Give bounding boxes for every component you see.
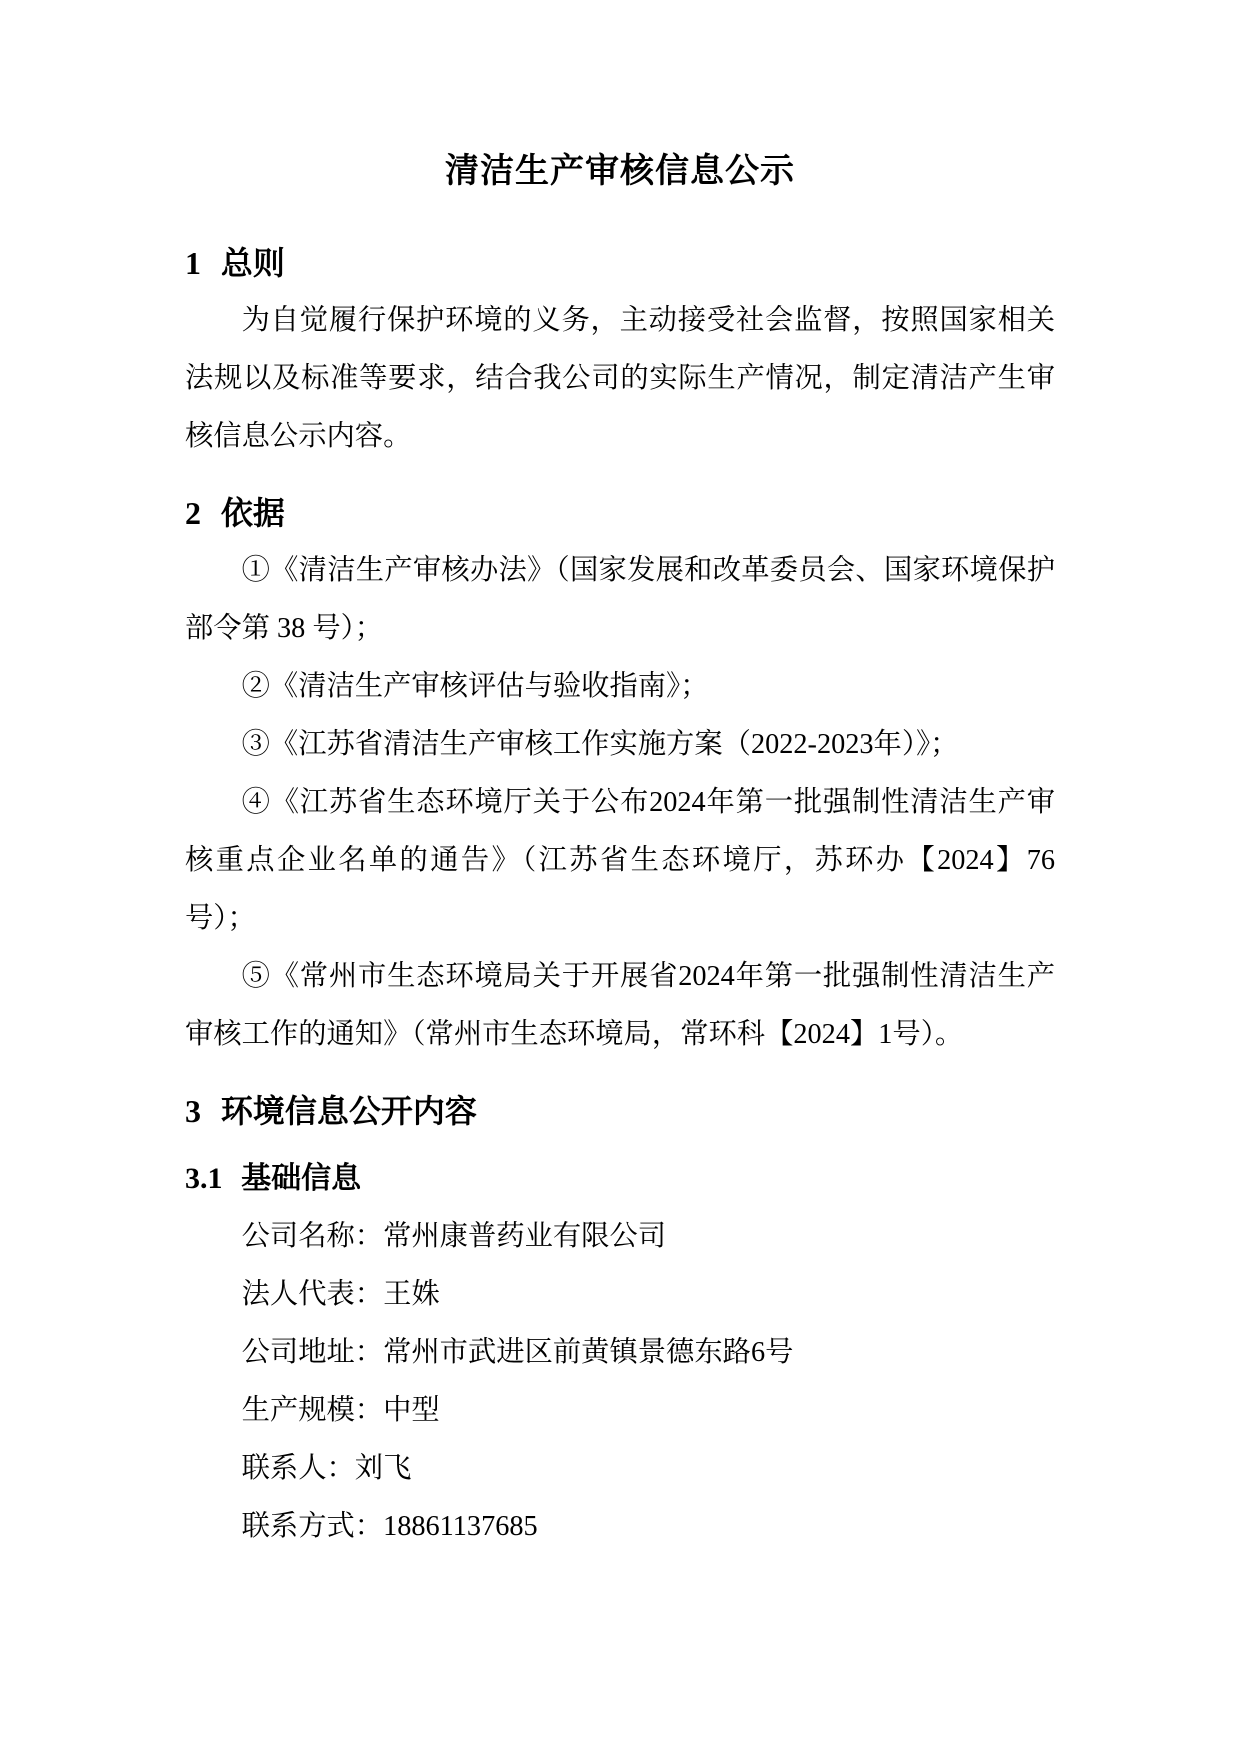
info-company-address: 公司地址：常州市武进区前黄镇景德东路6号 <box>241 1337 794 1368</box>
document-content <box>185 150 1055 1556</box>
subsection-heading-basic-info <box>185 1150 1055 1208</box>
info-production-scale: 生产规模：中型 <box>241 1395 440 1426</box>
section-heading-basis <box>185 484 1055 542</box>
basis-item-4: ④《江苏省生态环境厅关于公布2024年第一批强制性清洁生产审核重点企业名单的通告》（江苏省生态环境厅，苏环办【2024】76号）； <box>185 787 1055 934</box>
basis-item-1: ①《清洁生产审核办法》（国家发展和改革委员会、国家环境保护部令第 38 号）； <box>185 555 1055 644</box>
subsection-number: 3.1 <box>185 1162 223 1195</box>
section-number: 3 <box>185 1093 201 1129</box>
info-contact-person: 联系人：刘飞 <box>241 1453 412 1484</box>
info-legal-representative: 法人代表：王姝 <box>241 1279 440 1310</box>
basis-item-5: ⑤《常州市生态环境局关于开展省2024年第一批强制性清洁生产审核工作的通知》（常州市生态环境局，常环科【2024】1号）。 <box>185 961 1055 1050</box>
basis-item-3: ③《江苏省清洁生产审核工作实施方案（2022-2023年）》； <box>241 729 959 760</box>
section-label: 环境信息公开内容 <box>220 1093 477 1129</box>
section-label: 依据 <box>220 495 285 531</box>
document-title: 清洁生产审核信息公示 <box>445 153 795 190</box>
info-contact-phone: 联系方式：18861137685 <box>241 1511 538 1542</box>
section-heading-disclosure <box>185 1082 1055 1140</box>
section-number: 2 <box>185 495 201 531</box>
info-company-name: 公司名称：常州康普药业有限公司 <box>241 1221 667 1252</box>
paragraph-general-principles: 为自觉履行保护环境的义务，主动接受社会监督，按照国家相关法规以及标准等要求，结合我公司的实际生产情况，制定清洁产生审核信息公示内容。 <box>185 305 1055 452</box>
section-heading-general <box>185 234 1055 292</box>
basis-item-2: ②《清洁生产审核评估与验收指南》； <box>241 671 709 702</box>
subsection-label: 基础信息 <box>241 1162 362 1195</box>
section-number: 1 <box>185 245 201 281</box>
section-label: 总则 <box>220 245 285 281</box>
